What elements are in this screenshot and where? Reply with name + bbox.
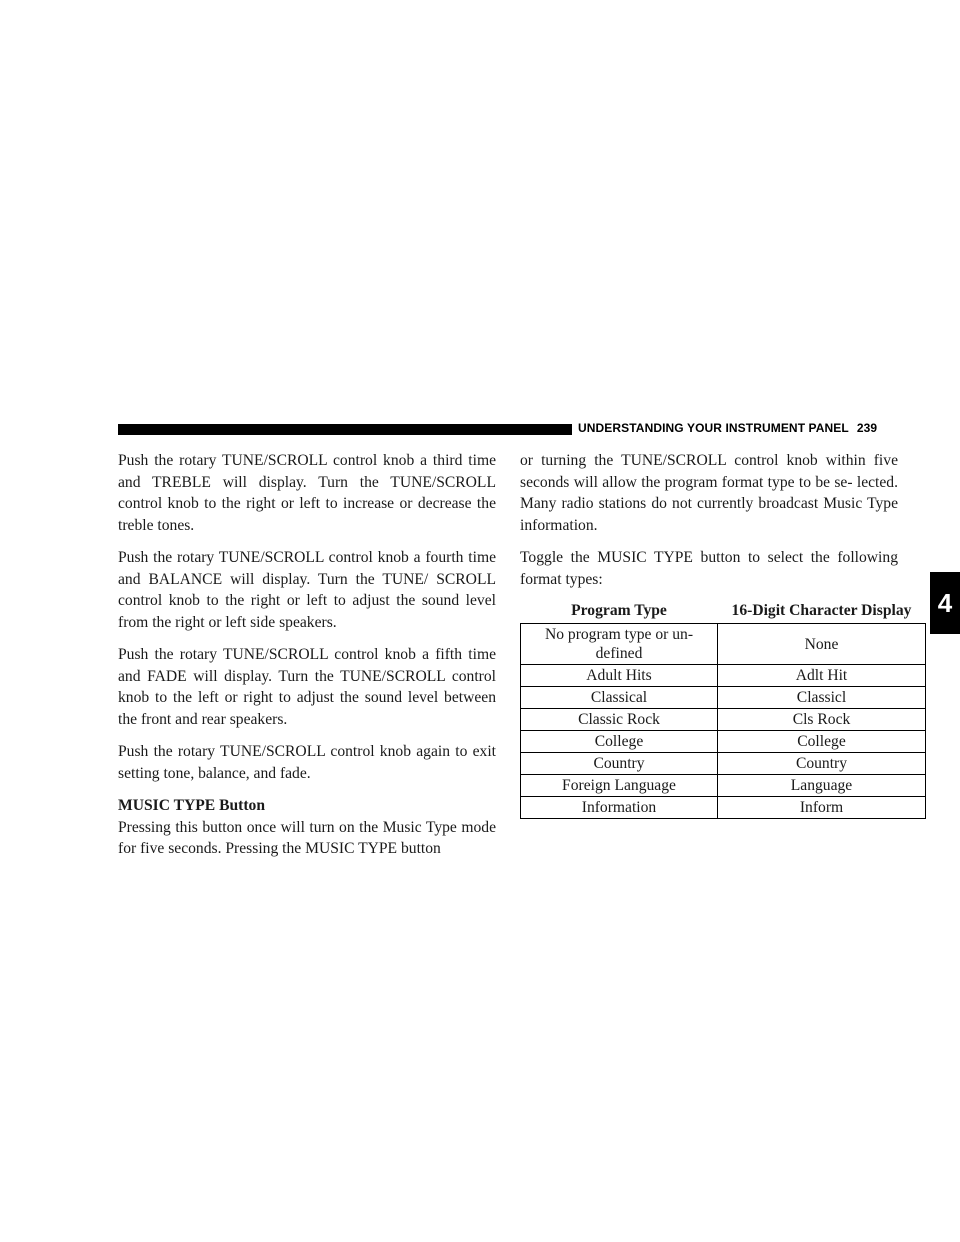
table-cell: Country	[521, 753, 718, 775]
table-cell: College	[521, 731, 718, 753]
table-row	[521, 753, 926, 775]
paragraph-balance: Push the rotary TUNE/SCROLL control knob a fourth time and BALANCE will display. Turn the TUNE/ SCROLL control knob to the right or left to adjust the sound level from the right or left side speakers.	[118, 549, 496, 631]
table-header-cell: 16-Digit Character Display	[718, 599, 926, 624]
table-row	[521, 665, 926, 687]
running-header	[578, 421, 877, 435]
page-number: 239	[856, 421, 878, 435]
paragraph-fade: Push the rotary TUNE/SCROLL control knob a fifth time and FADE will display. Turn the TUNE/SCROLL control knob to the left or right to adjust the sound level between the front and rear speakers.	[118, 646, 496, 728]
table-cell: None	[718, 624, 926, 665]
table-cell: Information	[521, 797, 718, 819]
table-row	[521, 709, 926, 731]
table-row	[521, 775, 926, 797]
table-cell: No program type or un- defined	[521, 624, 718, 665]
left-column	[118, 450, 496, 860]
paragraph-exit: Push the rotary TUNE/SCROLL control knob again to exit setting tone, balance, and fade.	[118, 743, 496, 782]
paragraph-toggle: Toggle the MUSIC TYPE button to select the following format types:	[520, 549, 898, 588]
table-row	[521, 687, 926, 709]
section-title: UNDERSTANDING YOUR INSTRUMENT PANEL	[578, 421, 849, 435]
paragraph-music-type: Pressing this button once will turn on the Music Type mode for five seconds. Pressing the MUSIC TYPE button	[118, 818, 496, 857]
table-row	[521, 731, 926, 753]
table-cell: Inform	[718, 797, 926, 819]
table-cell: Foreign Language	[521, 775, 718, 797]
table-cell: Country	[718, 753, 926, 775]
table-cell: Adlt Hit	[718, 665, 926, 687]
table-cell: Cls Rock	[718, 709, 926, 731]
paragraph-format-select: or turning the TUNE/SCROLL control knob within five seconds will allow the program format type to be se- lected. Many radio stations do not currently broadcast Music Type information.	[520, 452, 898, 534]
table-cell: College	[718, 731, 926, 753]
right-column	[520, 450, 912, 819]
table-cell: Adult Hits	[521, 665, 718, 687]
table-cell: Classical	[521, 687, 718, 709]
music-type-heading: MUSIC TYPE Button	[118, 797, 266, 814]
table-header-cell: Program Type	[521, 599, 718, 624]
table-cell: Classic Rock	[521, 709, 718, 731]
table-cell: Classicl	[718, 687, 926, 709]
header-rule	[118, 424, 572, 435]
table-row	[521, 624, 926, 665]
program-type-table	[520, 599, 926, 819]
table-row	[521, 797, 926, 819]
paragraph-treble: Push the rotary TUNE/SCROLL control knob a third time and TREBLE will display. Turn the TUNE/SCROLL control knob to the right or left to increase or decrease the treble tones.	[118, 452, 496, 534]
table-cell: Language	[718, 775, 926, 797]
table-header-row	[521, 599, 926, 624]
chapter-tab: 4	[930, 572, 960, 634]
